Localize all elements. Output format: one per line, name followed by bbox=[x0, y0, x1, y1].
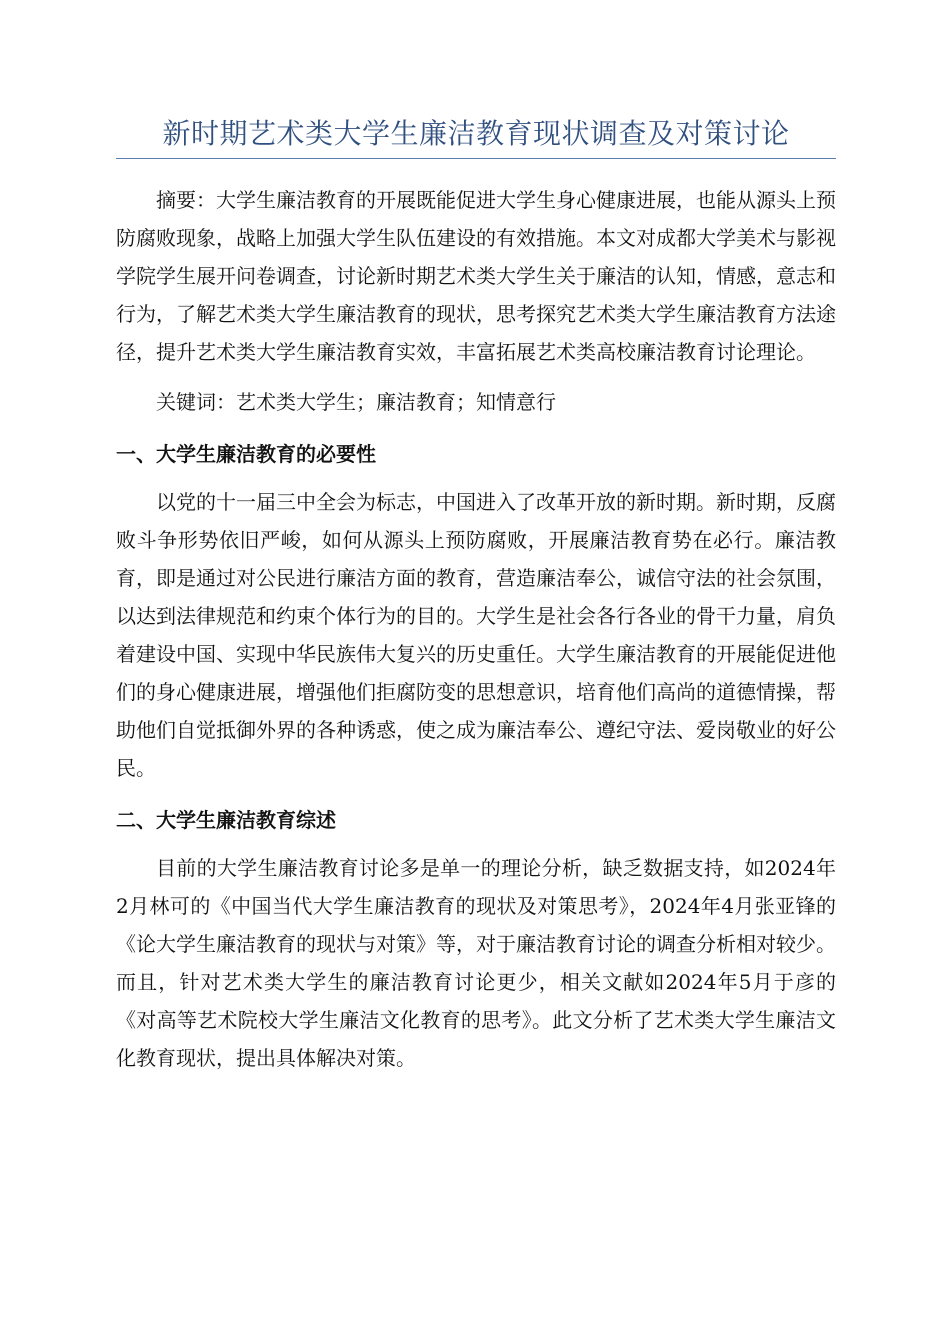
section-overview bbox=[116, 801, 836, 1077]
document-page bbox=[116, 112, 836, 1077]
section-necessity bbox=[116, 435, 836, 787]
keywords-line: 关键词：艺术类大学生；廉洁教育；知情意行 bbox=[156, 390, 556, 414]
section-heading: 一、大学生廉洁教育的必要性 bbox=[116, 442, 376, 466]
section-paragraph: 目前的大学生廉洁教育讨论多是单一的理论分析，缺乏数据支持，如2024年2月林可的《中国当代大学生廉洁教育的现状及对策思考》，2024年4月张亚锋的《论大学生廉洁教育的现状与对策》等，对于廉洁教育讨论的调查分析相对较少。而且，针对艺术类大学生的廉洁教育讨论更少，相关文献如2024年5月于彦的《对高等艺术院校大学生廉洁文化教育的思考》。此文分析了艺术类大学生廉洁文化教育现状，提出具体解决对策。 bbox=[116, 856, 836, 1070]
abstract-paragraph: 摘要：大学生廉洁教育的开展既能促进大学生身心健康进展，也能从源头上预防腐败现象，战略上加强大学生队伍建设的有效措施。本文对成都大学美术与影视学院学生展开问卷调查，讨论新时期艺术类大学生关于廉洁的认知，情感，意志和行为，了解艺术类大学生廉洁教育的现状，思考探究艺术类大学生廉洁教育方法途径，提升艺术类大学生廉洁教育实效，丰富拓展艺术类高校廉洁教育讨论理论。 bbox=[116, 188, 836, 364]
section-paragraph: 以党的十一届三中全会为标志，中国进入了改革开放的新时期。新时期，反腐败斗争形势依旧严峻，如何从源头上预防腐败，开展廉洁教育势在必行。廉洁教育，即是通过对公民进行廉洁方面的教育，营造廉洁奉公，诚信守法的社会氛围，以达到法律规范和约束个体行为的目的。大学生是社会各行各业的骨干力量，肩负着建设中国、实现中华民族伟大复兴的历史重任。大学生廉洁教育的开展能促进他们的身心健康进展，增强他们拒腐防变的思想意识，培育他们高尚的道德情操，帮助他们自觉抵御外界的各种诱惑，使之成为廉洁奉公、遵纪守法、爱岗敬业的好公民。 bbox=[116, 490, 836, 780]
section-heading: 二、大学生廉洁教育综述 bbox=[116, 808, 336, 832]
document-title: 新时期艺术类大学生廉洁教育现状调查及对策讨论 bbox=[162, 117, 790, 150]
title-underline bbox=[116, 158, 836, 159]
